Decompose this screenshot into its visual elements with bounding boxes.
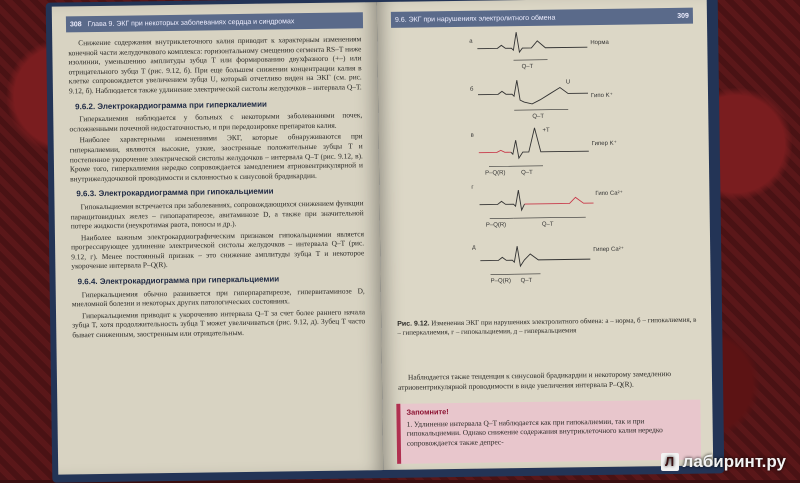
section-heading-hypocalcemia: 9.6.3. Электрокардиограмма при гипокальциемии [76,186,363,200]
ecg-label-e: д [472,245,476,251]
paragraph: Наиболее характерными изменениями ЭКГ, которые обнаруживаются при гиперкалиемии, являются высокие, узкие, заостренные положительные зубцы T и постепенное укорочение электрической систолы желудочков – интервала Q–T (рис. 9.12, в). Кроме того, гиперкалиемия нередко сопровождается замедлением атриовентрикулярной и внутрижелудочковой проводимости и склонностью к синусовой брадикардии. [70,132,364,184]
ecg-trace-hypo-ca [471,183,623,229]
ecg-label-qt-d: Q–T [542,222,554,228]
remember-text: 1. Удлинение интервала Q–T наблюдается как при гипокалиемии, так и при гипокальциемии. Однако снижение содержания внутриклеточного калия нередко сопровождается также депрес- [407,415,695,448]
ecg-label-pq-c: P–Q(R) [485,170,505,176]
ecg-label-d: г [471,185,474,191]
ecg-trace-hyper-k [470,127,617,177]
paragraph: Наблюдается также тенденция к синусовой брадикардии и некоторому замедлению атриовентрикулярной проводимости в виде увеличения интервала P–Q(R). [398,369,698,392]
ecg-label-pq-d: P–Q(R) [486,222,506,228]
paragraph: Гиперкалиемия наблюдается у больных с некоторыми заболеваниями почек, осложненными почечной недостаточностью, и при передозировке препаратов калия. [69,110,362,133]
caption-text: Изменения ЭКГ при нарушениях электролитного обмена: а – норма, б – гипокалиемия, в – гиперкалиемия, г – гипокальциемия, д – гиперкальциемия [397,316,696,337]
left-page-header [66,12,363,32]
ecg-trace-hypo-k [470,79,613,121]
paragraph: Гиперкальциемия приводит к укорочению интервала Q–T за счет более раннего начала зубца T, хотя продолжительность зубца T может увеличиваться (рис. 9.12, д). Зубец T часто бывает сниженным, заостренным или отрицательным. [72,307,365,340]
section-heading-hyperkalemia: 9.6.2. Электрокардиограмма при гиперкалиемии [75,98,362,112]
paragraph: Снижение содержания внутриклеточного калия приводит к характерным изменениям конечной части желудочкового комплекса: горизонтальному смещению сегмента RS–T ниже изолинии, уменьшению амплитуды зубца T или формированию двухфазного (+–) или отрицательного зубца T (рис. 9.12, б). При еще большем снижении концентрации калия в клетке сопровождается увеличением зубца U, который отчетливо виден на ЭКГ (см. рис. 9.12, б). Наблюдается также удлинение электрической систолы желудочков – интервала Q–T. [68,34,362,96]
open-book [52,0,719,479]
paragraph: Наиболее важным электрокардиографическим признаком гипокальциемии является прогрессирующее удлинение электрической систолы желудочков – интервала Q–T (рис. 9.12, г). Менее постоянный признак – это снижение амплитуды зубца T и некоторое укорочение интервала P–Q(R). [71,229,365,271]
watermark-text: лабиринт.ру [683,452,786,472]
ecg-label-hypo-k: Гипо K⁺ [591,92,613,99]
ecg-figure [467,26,681,299]
ecg-trace-norma [469,31,610,71]
ecg-trace-hyper-ca [472,243,624,285]
ecg-label-c: в [471,133,474,139]
watermark [661,452,786,472]
ecg-label-hyper-k: Гипер K⁺ [592,140,617,147]
ecg-label-b: б [470,87,474,93]
ecg-label-hyper-ca: Гипер Ca²⁺ [593,246,624,253]
ecg-label-hypo-ca: Гипо Ca²⁺ [595,190,622,197]
ecg-label-qt-e: Q–T [521,278,533,284]
ecg-label-qt-a: Q–T [522,64,534,70]
ecg-label-u: U [566,79,570,85]
right-header-title: 9.6. ЭКГ при нарушениях электролитного обмена [395,14,555,23]
ecg-label-pq-e: P–Q(R) [491,278,511,284]
left-text-column [68,34,365,342]
paragraph: Гиперкальциемия обычно развивается при гиперпаратиреозе, гипервитаминозе D, миеломной болезни и некоторых других патологических состояниях. [72,286,365,309]
remember-title: Запомните! [406,404,694,418]
paragraph: Гипокальциемия встречается при заболеваниях, сопровождающихся снижением функции паращитовидных желез – гипопаратиреозе, авитаминозе D, а также при значительной потере жидкости (неукротимая рвота, поносы и др.). [70,198,363,231]
left-page-number: 308 [70,21,82,28]
ecg-label-qt-c: Q–T [521,170,533,176]
remember-box [396,400,701,464]
left-header-title: Глава 9. ЭКГ при некоторых заболеваниях сердца и синдромах [88,18,295,28]
ecg-label-t: +T [542,128,550,134]
right-page [377,0,714,470]
left-page [52,2,384,474]
labirint-logo-icon: Л [661,453,679,471]
ecg-label-norma: Норма [590,40,609,46]
ecg-label-qt-b: Q–T [532,114,544,120]
figure-caption [397,316,699,338]
right-page-number: 309 [677,12,689,19]
section-heading-hypercalcemia: 9.6.4. Электрокардиограмма при гиперкальциемии [78,273,365,287]
right-page-header [391,8,693,28]
caption-title: Рис. 9.12. [397,320,429,327]
ecg-label-a: а [469,39,473,45]
